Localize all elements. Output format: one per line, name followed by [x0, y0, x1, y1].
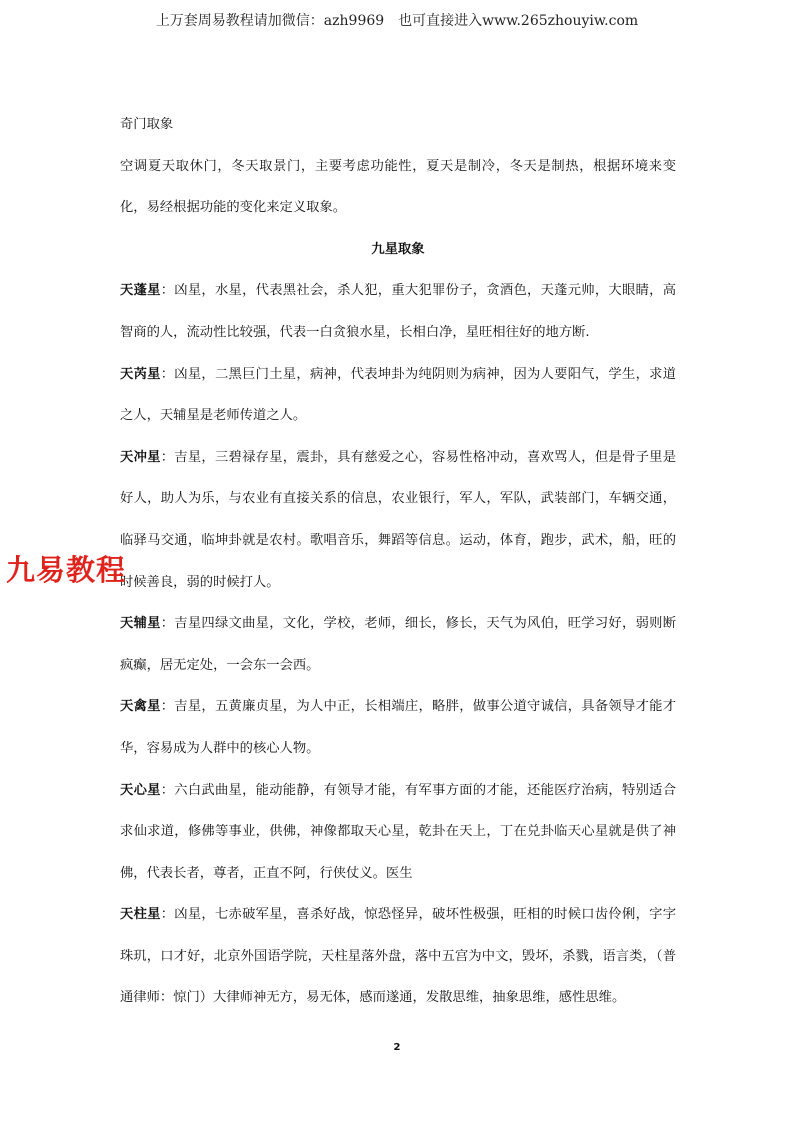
document-body — [120, 104, 676, 1019]
star-name: 天蓬星 — [120, 283, 161, 299]
star-description: ：凶星，七赤破军星，喜杀好战，惊恐怪异，破坏性极强，旺相的时候口齿伶俐，字字珠玑，口才好，北京外国语学院，天柱星落外盘，落中五宫为中文，毁坏，杀戮，语言类，（普通律师：惊门）大律师神无方，易无体，感而遂通，发散思维，抽象思维，感性思维。 — [120, 907, 676, 1006]
star-name: 天冲星 — [120, 449, 161, 465]
star-description: ：吉星，三碧禄存星，震卦，具有慈爱之心，容易性格冲动，喜欢骂人，但是骨子里是好人，助人为乐，与农业有直接关系的信息，农业银行，军人，军队，武装部门，车辆交通，临驿马交通，临坤卦就是农村。歌唱音乐，舞蹈等信息。运动，体育，跑步，武术，船，旺的时候善良，弱的时候打人。 — [120, 449, 676, 590]
star-name: 天柱星 — [120, 907, 161, 923]
star-description: ：吉星四绿文曲星，文化，学校，老师，细长，修长，天气为风伯，旺学习好，弱则断疯癫，居无定处，一会东一会西。 — [120, 616, 676, 673]
section-heading: 九星取象 — [371, 241, 425, 257]
star-paragraph — [120, 603, 676, 686]
star-name: 天心星 — [120, 782, 161, 798]
star-name: 天禽星 — [120, 699, 161, 715]
star-paragraph — [120, 770, 676, 895]
watermark-logo: 九易教程 — [6, 553, 127, 587]
star-name: 天芮星 — [120, 366, 161, 382]
star-description: ：六白武曲星，能动能静，有领导才能，有军事方面的才能，还能医疗治病，特别适合求仙求道，修佛等事业，供佛，神像都取天心星，乾卦在天上，丁在兑卦临天心星就是供了神佛，代表长者，尊者，正直不阿，行侠仗义。医生 — [120, 782, 676, 881]
page-header: 上万套周易教程请加微信：azh9969 也可直接进入www.265zhouyiw.com — [155, 13, 639, 29]
star-name: 天辅星 — [120, 616, 161, 632]
star-paragraph — [120, 270, 676, 353]
star-description: ：凶星，水星，代表黑社会，杀人犯，重大犯罪份子，贪酒色，天蓬元帅，大眼睛，高智商的人，流动性比较强，代表一白贪狼水星，长相白净，星旺相往好的地方断. — [120, 283, 676, 340]
star-paragraph — [120, 686, 676, 769]
star-paragraph — [120, 437, 676, 603]
star-paragraph — [120, 894, 676, 1019]
intro-paragraph: 空调夏天取休门，冬天取景门，主要考虑功能性，夏天是制冷，冬天是制热，根据环境来变化，易经根据功能的变化来定义取象。 — [120, 158, 676, 216]
star-paragraph — [120, 354, 676, 437]
section-title: 奇门取象 — [120, 117, 174, 132]
star-description: ：吉星，五黄廉贞星，为人中正，长相端庄，略胖，做事公道守诚信，具备领导才能才华，容易成为人群中的核心人物。 — [120, 699, 676, 756]
star-description: ：凶星，二黑巨门土星，病神，代表坤卦为纯阴则为病神，因为人要阳气，学生，求道之人，天辅星是老师传道之人。 — [120, 366, 676, 424]
page-number: 2 — [393, 1042, 401, 1053]
